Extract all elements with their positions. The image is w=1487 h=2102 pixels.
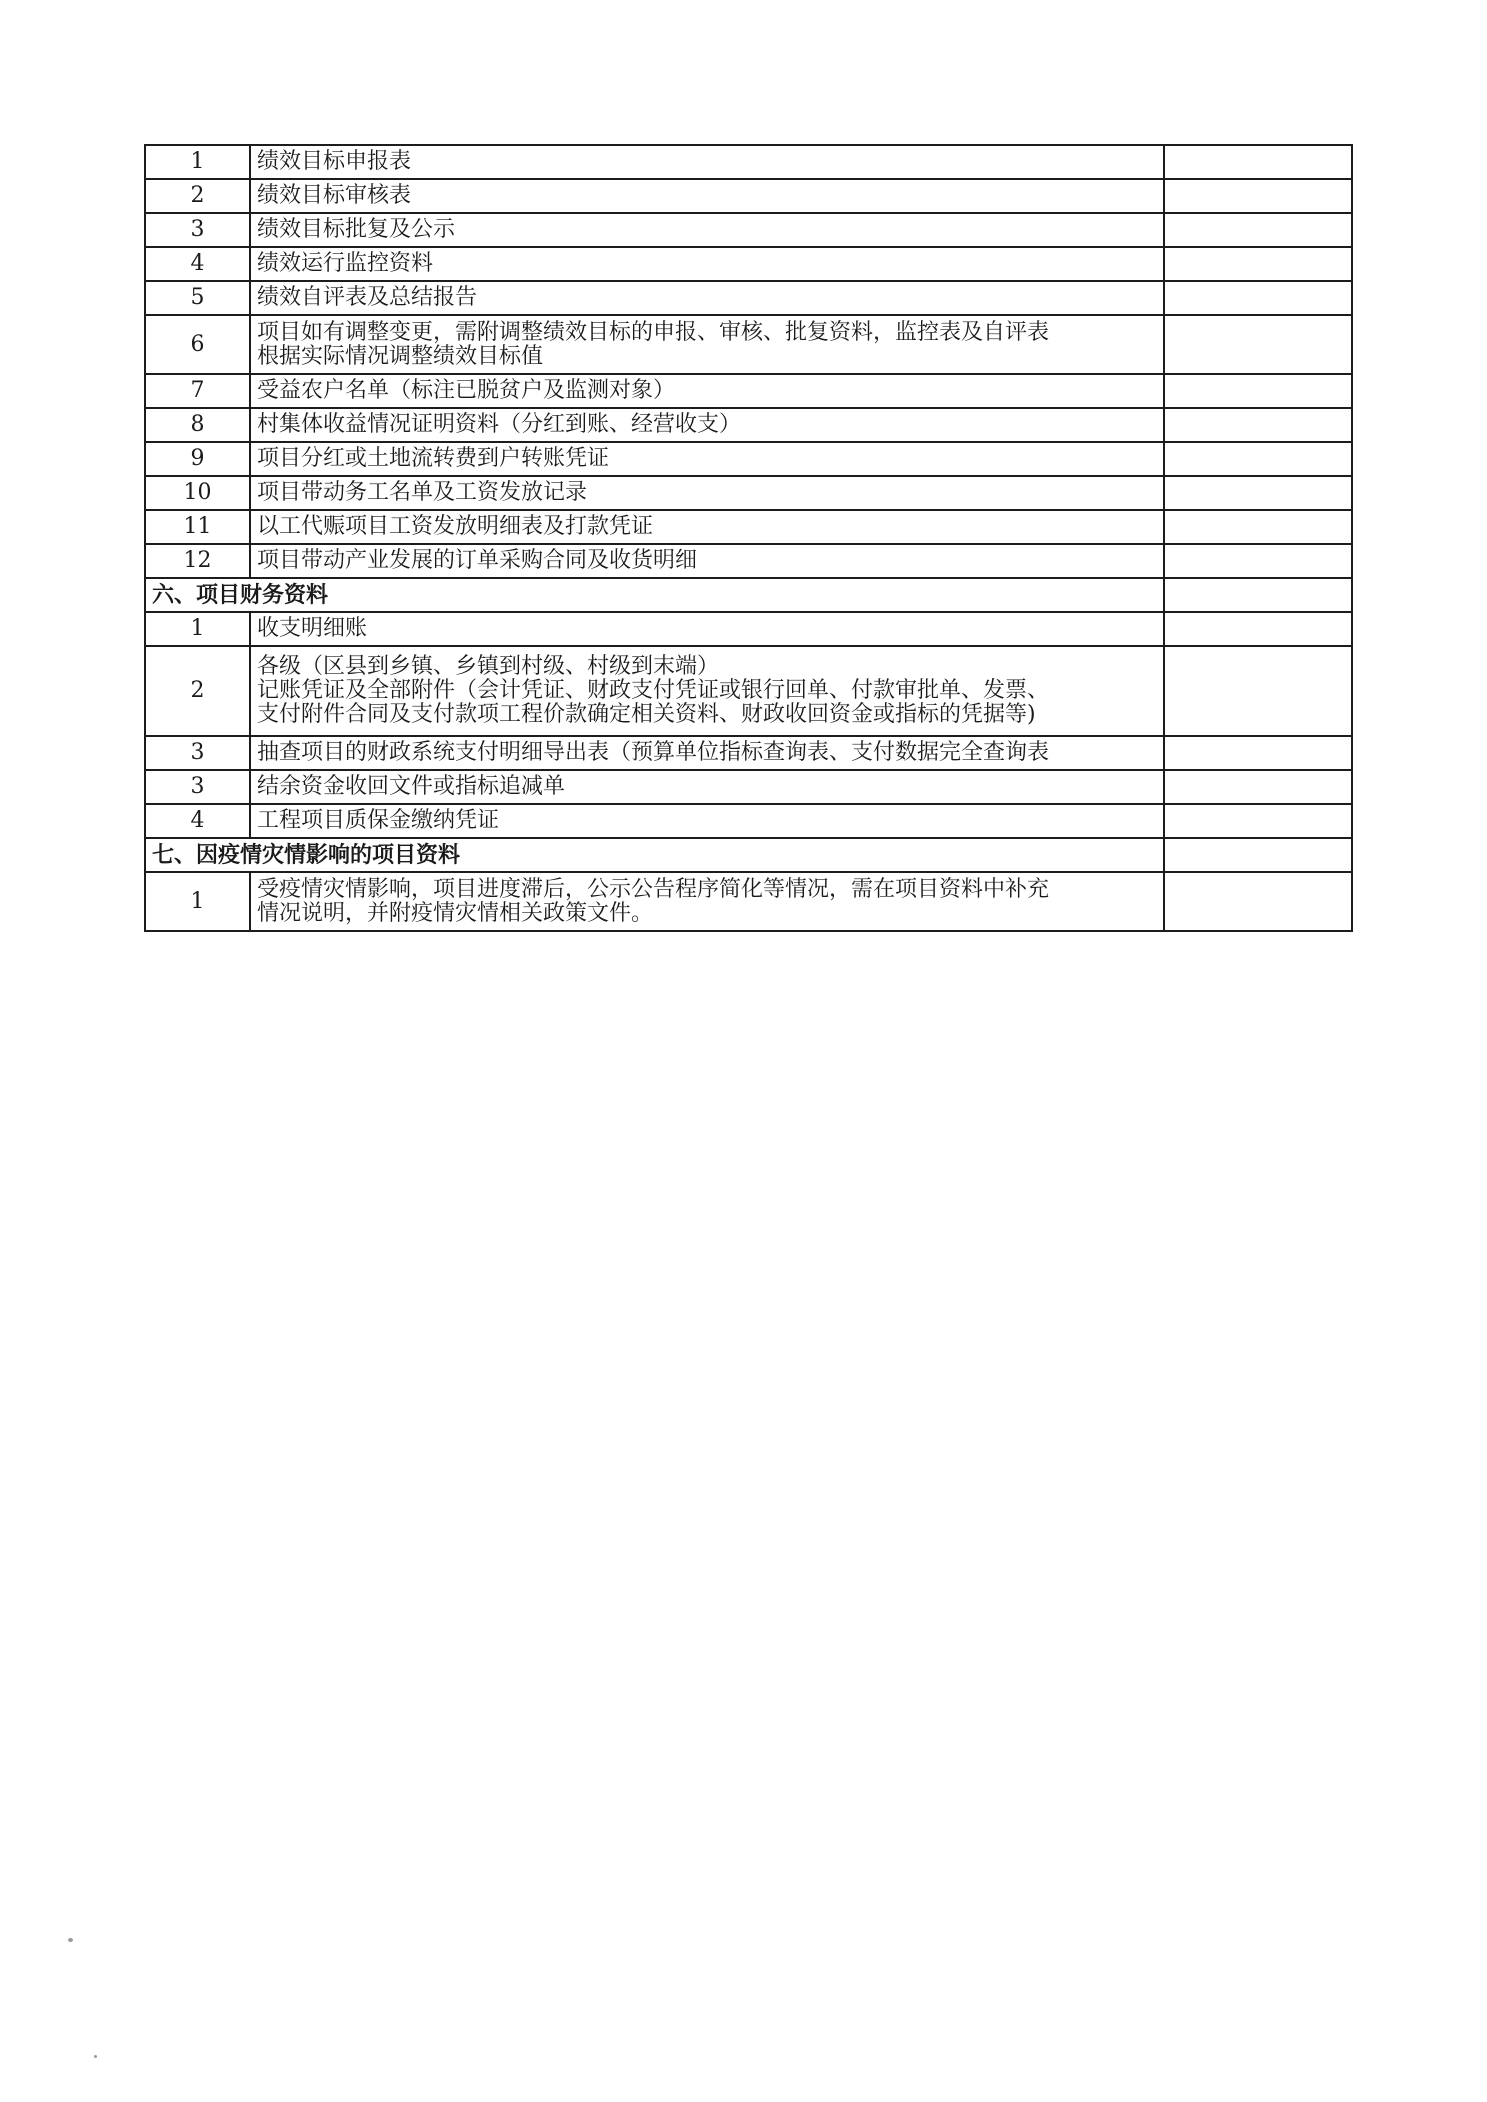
- row-item-line: 各级（区县到乡镇、乡镇到村级、村级到末端）: [257, 654, 720, 679]
- row-number: 2: [145, 646, 250, 736]
- row-item-line: 项目如有调整变更，需附调整绩效目标的申报、审核、批复资料，监控表及自评表: [257, 319, 1050, 345]
- row-check-cell: [1164, 510, 1352, 544]
- row-item: 绩效自评表及总结报告: [250, 281, 1164, 315]
- row-check-cell: [1164, 544, 1352, 578]
- row-item-line: 根据实际情况调整绩效目标值: [257, 343, 544, 369]
- row-number: 5: [145, 281, 250, 315]
- row-item: [250, 315, 1164, 374]
- row-item: 以工代赈项目工资发放明细表及打款凭证: [250, 510, 1164, 544]
- row-check-cell: [1164, 179, 1352, 213]
- row-item: 结余资金收回文件或指标追减单: [250, 770, 1164, 804]
- row-number: 11: [145, 510, 250, 544]
- row-item-line: 记账凭证及全部附件（会计凭证、财政支付凭证或银行回单、付款审批单、发票、: [257, 678, 1050, 703]
- table-row: [145, 145, 1352, 179]
- row-check-cell: [1164, 646, 1352, 736]
- table-row: [145, 476, 1352, 510]
- row-check-cell: [1164, 804, 1352, 838]
- row-number: 1: [145, 872, 250, 931]
- section-title: 七、因疫情灾情影响的项目资料: [145, 838, 1164, 872]
- row-check-cell: [1164, 578, 1352, 612]
- row-check-cell: [1164, 374, 1352, 408]
- row-item: 项目带动务工名单及工资发放记录: [250, 476, 1164, 510]
- materials-checklist-table: [144, 144, 1353, 932]
- row-number: 4: [145, 804, 250, 838]
- table-row: [145, 374, 1352, 408]
- table-row: [145, 281, 1352, 315]
- row-number: 10: [145, 476, 250, 510]
- row-number: 3: [145, 736, 250, 770]
- table-row: [145, 442, 1352, 476]
- row-check-cell: [1164, 247, 1352, 281]
- row-check-cell: [1164, 838, 1352, 872]
- row-number: 3: [145, 770, 250, 804]
- table-row: [145, 544, 1352, 578]
- table-row: [145, 315, 1352, 374]
- row-item: 绩效目标批复及公示: [250, 213, 1164, 247]
- row-check-cell: [1164, 315, 1352, 374]
- scan-speck: [68, 1938, 73, 1942]
- row-check-cell: [1164, 408, 1352, 442]
- table-row: [145, 646, 1352, 736]
- table-row: [145, 408, 1352, 442]
- row-number: 3: [145, 213, 250, 247]
- section-header-row: [145, 578, 1352, 612]
- table-row: [145, 770, 1352, 804]
- row-number: 1: [145, 612, 250, 646]
- table-row: [145, 804, 1352, 838]
- row-check-cell: [1164, 872, 1352, 931]
- row-number: 8: [145, 408, 250, 442]
- table-row: [145, 247, 1352, 281]
- row-check-cell: [1164, 145, 1352, 179]
- row-number: 7: [145, 374, 250, 408]
- row-item: 项目分红或土地流转费到户转账凭证: [250, 442, 1164, 476]
- row-check-cell: [1164, 442, 1352, 476]
- table-row: [145, 510, 1352, 544]
- row-check-cell: [1164, 612, 1352, 646]
- row-number: 6: [145, 315, 250, 374]
- table-row: [145, 179, 1352, 213]
- row-item: 抽查项目的财政系统支付明细导出表（预算单位指标查询表、支付数据完全查询表: [250, 736, 1164, 770]
- row-number: 1: [145, 145, 250, 179]
- row-number: 4: [145, 247, 250, 281]
- table-row: [145, 872, 1352, 931]
- row-check-cell: [1164, 213, 1352, 247]
- row-item: 工程项目质保金缴纳凭证: [250, 804, 1164, 838]
- row-check-cell: [1164, 736, 1352, 770]
- table-row: [145, 213, 1352, 247]
- section-title: 六、项目财务资料: [145, 578, 1164, 612]
- table-row: [145, 612, 1352, 646]
- row-item: 受益农户名单（标注已脱贫户及监测对象）: [250, 374, 1164, 408]
- row-item-line: 支付附件合同及支付款项工程价款确定相关资料、财政收回资金或指标的凭据等): [257, 702, 1036, 727]
- row-number: 9: [145, 442, 250, 476]
- row-item-line: 受疫情灾情影响，项目进度滞后，公示公告程序简化等情况，需在项目资料中补充: [257, 876, 1050, 902]
- row-item: 绩效运行监控资料: [250, 247, 1164, 281]
- row-item: 项目带动产业发展的订单采购合同及收货明细: [250, 544, 1164, 578]
- row-number: 12: [145, 544, 250, 578]
- section-header-row: [145, 838, 1352, 872]
- checklist-page: [144, 144, 1351, 932]
- row-check-cell: [1164, 476, 1352, 510]
- row-item: 收支明细账: [250, 612, 1164, 646]
- row-check-cell: [1164, 281, 1352, 315]
- row-number: 2: [145, 179, 250, 213]
- scan-speck: [94, 2055, 97, 2058]
- row-item-line: 情况说明，并附疫情灾情相关政策文件。: [257, 900, 654, 926]
- row-item: 绩效目标审核表: [250, 179, 1164, 213]
- table-row: [145, 736, 1352, 770]
- row-item: [250, 872, 1164, 931]
- row-item: [250, 646, 1164, 736]
- row-item: 绩效目标申报表: [250, 145, 1164, 179]
- row-item: 村集体收益情况证明资料（分红到账、经营收支）: [250, 408, 1164, 442]
- row-check-cell: [1164, 770, 1352, 804]
